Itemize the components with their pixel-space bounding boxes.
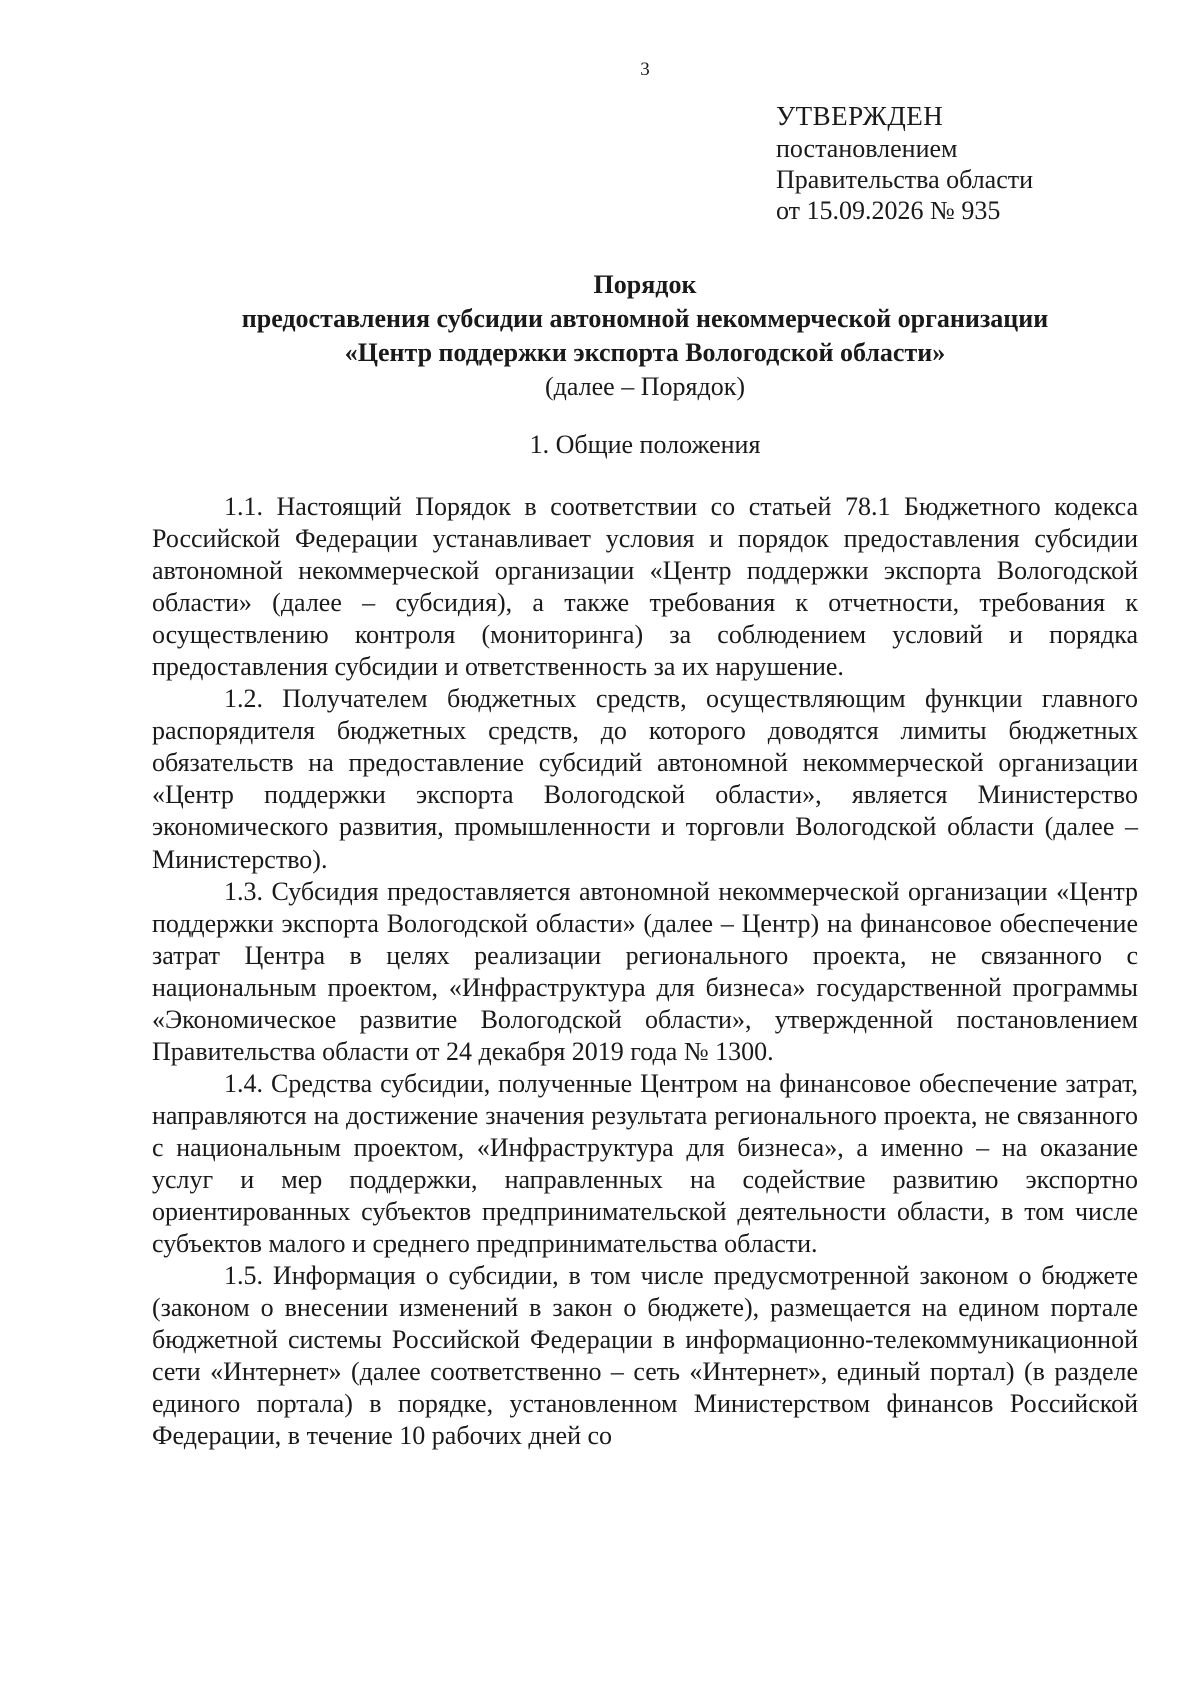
paragraph-1-4: 1.4. Средства субсидии, полученные Центром на финансовое обеспечение затрат, направляются на достижение значения результата регионального проекта, не связанного с национальным проектом, «Инфраструктура для бизнеса», а именно – на оказание услуг и мер поддержки, направленных на содействие развитию экспортно ориентированных субъектов предпринимательской деятельности области, в том числе субъектов малого и среднего предпринимательства области. — [152, 1068, 1138, 1259]
document-heading — [150, 268, 1140, 404]
approval-title: УТВЕРЖДЕН — [776, 101, 944, 131]
paragraph-1-1: 1.1. Настоящий Порядок в соответствии со статьей 78.1 Бюджетного кодекса Российской Федерации устанавливает условия и порядок предоставления субсидии автономной некоммерческой организации «Центр поддержки экспорта Вологодской области» (далее – субсидия), а также требования к отчетности, требования к осуществлению контроля (мониторинга) за соблюдением условий и порядка предоставления субсидии и ответственность за их нарушение. — [152, 492, 1138, 682]
paragraph-1-2: 1.2. Получателем бюджетных средств, осуществляющим функции главного распорядителя бюджетных средств, до которого доводятся лимиты бюджетных обязательств на предоставление субсидий автономной некоммерческой организации «Центр поддержки экспорта Вологодской области», является Министерство экономического развития, промышленности и торговли Вологодской области (далее – Министерство). — [152, 684, 1138, 874]
section-title: 1. Общие положения — [529, 430, 761, 459]
paragraph-1-5: 1.5. Информация о субсидии, в том числе предусмотренной законом о бюджете (законом о внесении изменений в закон о бюджете), размещается на едином портале бюджетной системы Российской Федерации в информационно-телекоммуникационной сети «Интернет» (далее соответственно – сеть «Интернет», единый портал) (в разделе единого портала) в порядке, установленном Министерством финансов Российской Федерации, в течение 10 рабочих дней со — [152, 1261, 1138, 1451]
paragraph-1-3: 1.3. Субсидия предоставляется автономной некоммерческой организации «Центр поддержки экспорта Вологодской области» (далее – Центр) на финансовое обеспечение затрат Центра в целях реализации регионального проекта, не связанного с национальным проектом, «Инфраструктура для бизнеса» государственной программы «Экономическое развитие Вологодской области», утвержденной постановлением Правительства области от 24 декабря 2019 года № 1300. — [152, 876, 1138, 1066]
approval-line-1: постановлением — [776, 134, 958, 163]
approval-line-2: Правительства области — [776, 165, 1034, 194]
heading-note: (далее – Порядок) — [545, 372, 745, 401]
section-body — [152, 491, 1138, 1452]
page-number: 3 — [640, 59, 650, 80]
heading-subtitle-1: предоставления субсидии автономной некоммерческой организации — [241, 304, 1049, 333]
approval-stamp — [776, 100, 1176, 226]
heading-title: Порядок — [593, 270, 697, 299]
approval-line-3: от 15.09.2026 № 935 — [776, 196, 1001, 225]
heading-subtitle-2: «Центр поддержки экспорта Вологодской области» — [344, 338, 946, 367]
